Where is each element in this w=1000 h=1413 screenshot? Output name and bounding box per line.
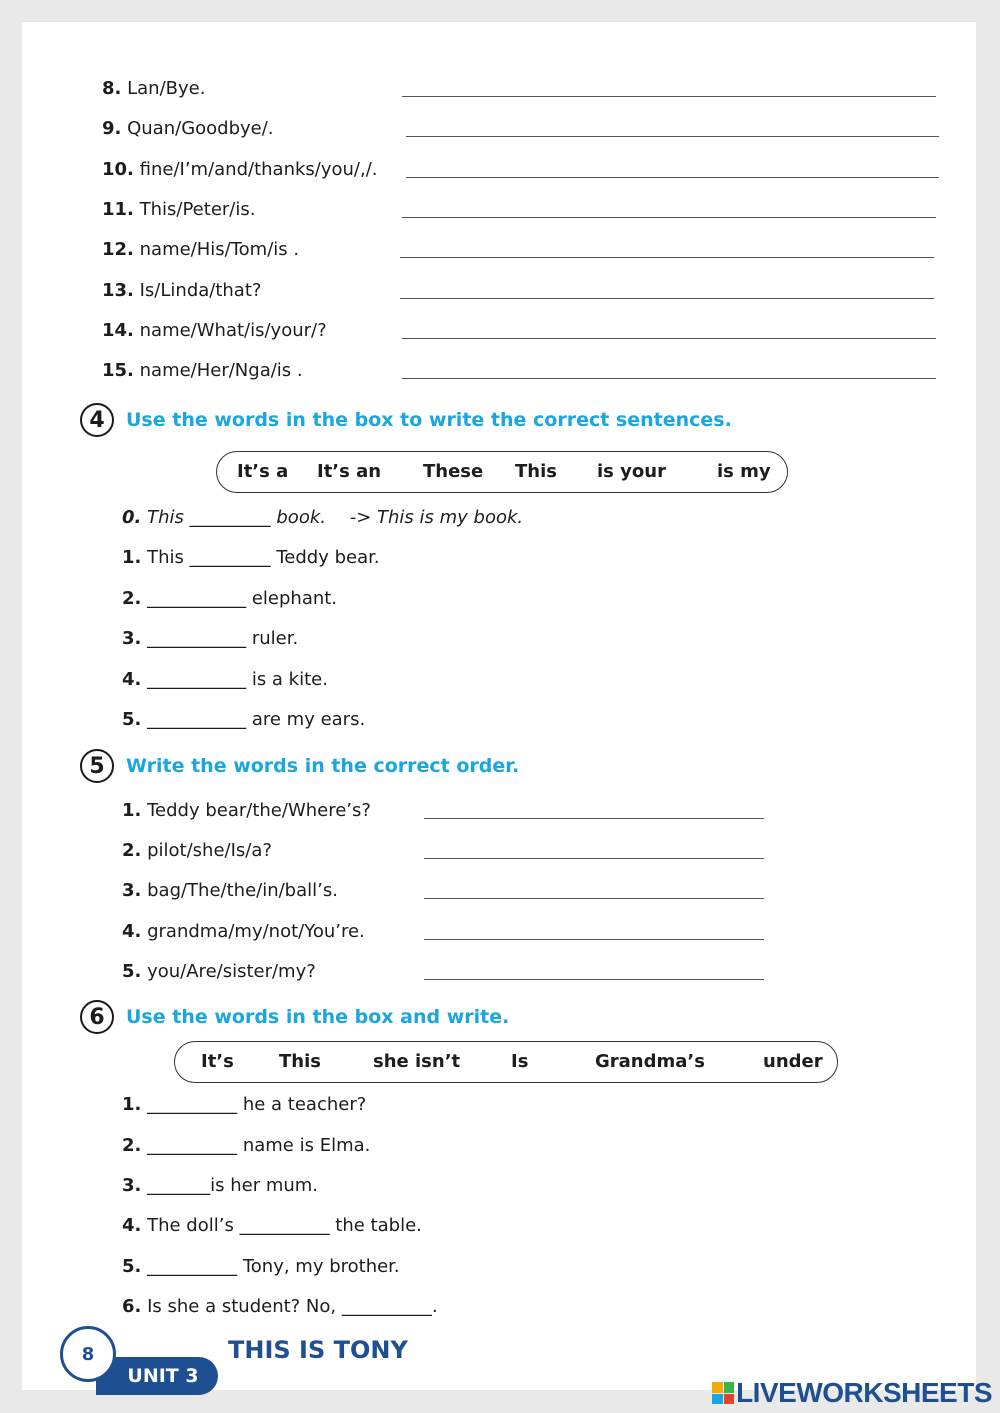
word-box [174,1041,838,1083]
list-item: 1. Teddy bear/the/Where’s? [122,800,371,821]
box-word[interactable]: It’s [201,1051,234,1072]
exercise-number-badge: 5 [80,749,114,783]
list-item: 4. The doll’s __________ the table. [122,1215,422,1236]
box-word[interactable]: Grandma’s [595,1051,705,1072]
box-word[interactable]: These [423,461,484,482]
box-word[interactable]: Is [511,1051,529,1072]
answer-line[interactable] [402,378,936,379]
answer-line[interactable] [424,898,764,899]
box-word[interactable]: It’s an [317,461,382,482]
list-item: 2. pilot/she/Is/a? [122,840,272,861]
list-item: 15. name/Her/Nga/is . [102,360,303,381]
answer-line[interactable] [400,298,934,299]
liveworksheets-logo [712,1377,992,1409]
brand-name: LIVEWORKSHEETS [736,1377,992,1408]
box-word[interactable]: This [279,1051,321,1072]
list-item: 13. Is/Linda/that? [102,280,262,301]
list-item: 14. name/What/is/your/? [102,320,327,341]
answer-line[interactable] [424,858,764,859]
list-item: 3. bag/The/the/in/ball’s. [122,880,338,901]
list-item: 9. Quan/Goodbye/. [102,118,274,139]
list-item: 5. ___________ are my ears. [122,709,366,730]
box-word[interactable]: This [515,461,557,482]
answer-line[interactable] [402,217,936,218]
worksheet-page [22,22,976,1390]
list-item: 1. __________ he a teacher? [122,1094,367,1115]
list-item: 10. fine/I’m/and/thanks/you/,/. [102,159,378,180]
list-item: 3. ___________ ruler. [122,628,299,649]
list-item: 4. ___________ is a kite. [122,669,328,690]
box-word[interactable]: she isn’t [373,1051,461,1072]
exercise-title: Use the words in the box to write the correct sentences. [126,409,732,431]
list-item: 2. __________ name is Elma. [122,1135,371,1156]
box-word[interactable]: under [763,1051,823,1072]
exercise-4-heading [80,402,732,438]
answer-line[interactable] [400,257,934,258]
list-item: 4. grandma/my/not/You’re. [122,921,365,942]
list-item: 1. This _________ Teddy bear. [122,547,380,568]
list-item: 3. _______is her mum. [122,1175,319,1196]
exercise-title: Write the words in the correct order. [126,755,520,777]
word-box [216,451,788,493]
answer-line[interactable] [402,96,936,97]
box-word[interactable]: is your [597,461,666,482]
answer-line[interactable] [424,939,764,940]
box-word[interactable]: It’s a [237,461,289,482]
brand-grid-icon [712,1382,734,1404]
list-item: 6. Is she a student? No, __________. [122,1296,438,1317]
list-item: 5. __________ Tony, my brother. [122,1256,400,1277]
exercise-number-badge: 4 [80,403,114,437]
list-item: 11. This/Peter/is. [102,199,256,220]
exercise-number-badge: 6 [80,1000,114,1034]
list-item: 2. ___________ elephant. [122,588,338,609]
page-number: 8 [60,1326,116,1382]
exercise-title: Use the words in the box and write. [126,1006,510,1028]
exercise-5-heading [80,748,519,784]
answer-line[interactable] [406,177,939,178]
answer-line[interactable] [406,136,939,137]
answer-line[interactable] [424,979,764,980]
unit-title: THIS IS TONY [228,1336,408,1364]
list-item: 5. you/Are/sister/my? [122,961,316,982]
list-item: 12. name/His/Tom/is . [102,239,300,260]
example-item: 0. This _________ book. -> This is my book. [122,507,524,528]
box-word[interactable]: is my [717,461,771,482]
list-item: 8. Lan/Bye. [102,78,206,99]
exercise-6-heading [80,999,509,1035]
answer-line[interactable] [402,338,936,339]
unit-label: UNIT 3 [96,1357,218,1395]
answer-line[interactable] [424,818,764,819]
